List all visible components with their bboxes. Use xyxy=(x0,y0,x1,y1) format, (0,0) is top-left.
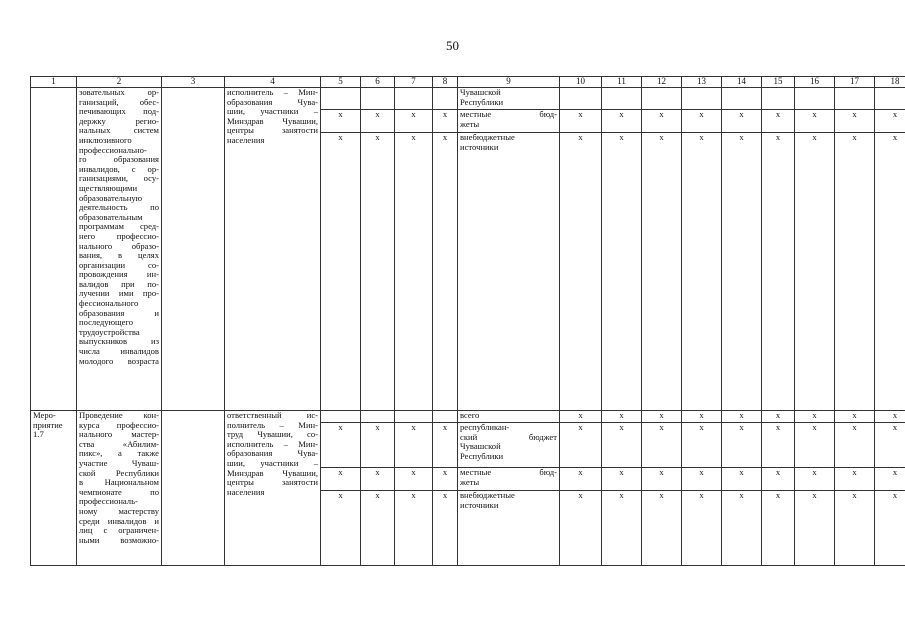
responsible-executor-line: полнитель – Мин- xyxy=(227,419,318,430)
mark-cell: х xyxy=(722,133,762,411)
event-description-line: участие Чуваш- xyxy=(79,457,159,468)
funding-source-line: ский бюджет xyxy=(460,431,557,442)
mark-cell: х xyxy=(321,110,361,133)
mark-cell: х xyxy=(361,110,395,133)
column-number-17: 17 xyxy=(835,77,875,88)
event-description-line: профессионально- xyxy=(79,144,147,155)
mark-cell xyxy=(762,88,795,110)
mark-cell: х xyxy=(642,133,682,411)
mark-cell: х xyxy=(395,423,433,468)
event-description-line: нального образо- xyxy=(79,240,159,251)
event-description-line: него профессио- xyxy=(79,230,159,241)
mark-cell: х xyxy=(875,423,905,468)
mark-cell: х xyxy=(602,423,642,468)
funding-source-line: источники xyxy=(460,499,499,510)
mark-cell: х xyxy=(795,411,835,423)
responsible-executor-line: центры занятости xyxy=(227,477,318,488)
event-description-line: программам сред- xyxy=(79,221,159,232)
event-description-line: лиц с ограничен- xyxy=(79,525,159,536)
event-description-line: образования и xyxy=(79,307,159,318)
mark-cell: х xyxy=(361,491,395,566)
mark-cell: х xyxy=(682,491,722,566)
mark-cell xyxy=(321,88,361,110)
mark-cell: х xyxy=(395,468,433,491)
program-table xyxy=(30,76,905,566)
mark-cell: х xyxy=(682,423,722,468)
mark-cell: х xyxy=(602,491,642,566)
table-row xyxy=(31,411,905,423)
column-number-7: 7 xyxy=(395,77,433,88)
event-description-line: ганизаций, обес- xyxy=(79,96,159,107)
mark-cell: х xyxy=(395,110,433,133)
mark-cell: х xyxy=(795,133,835,411)
event-description-line: среди инвалидов и xyxy=(79,515,159,526)
page-number: 50 xyxy=(446,38,459,53)
event-description-line: пикс», а также xyxy=(79,448,159,459)
mark-cell: х xyxy=(795,491,835,566)
funding-source xyxy=(458,133,560,411)
responsible-executor-line: центры занятости xyxy=(227,125,318,136)
mark-cell: х xyxy=(835,411,875,423)
mark-cell: х xyxy=(682,133,722,411)
event-description-line: ществляющими xyxy=(79,182,138,193)
mark-cell xyxy=(395,88,433,110)
mark-cell xyxy=(875,88,905,110)
event-description-line: деятельность по xyxy=(79,202,159,213)
mark-cell: х xyxy=(602,468,642,491)
mark-cell xyxy=(722,88,762,110)
column-number-12: 12 xyxy=(642,77,682,88)
column-number-16: 16 xyxy=(795,77,835,88)
funding-source-line: местные бюд- xyxy=(460,467,557,477)
mark-cell: х xyxy=(875,411,905,423)
column-number-2: 2 xyxy=(77,77,162,88)
event-description-line: образовательную xyxy=(79,192,143,203)
mark-cell: х xyxy=(560,110,602,133)
mark-cell: х xyxy=(560,468,602,491)
event-description-line: чемпионате по xyxy=(79,486,159,497)
event-number xyxy=(31,88,77,411)
column-number-13: 13 xyxy=(682,77,722,88)
event-description-line: образовательным xyxy=(79,211,143,222)
mark-cell: х xyxy=(722,423,762,468)
event-description-line: держку регио- xyxy=(79,115,159,126)
mark-cell: х xyxy=(433,468,458,491)
mark-cell xyxy=(835,88,875,110)
mark-cell: х xyxy=(602,110,642,133)
mark-cell: х xyxy=(602,133,642,411)
column-number-15: 15 xyxy=(762,77,795,88)
event-description-line: лучении ими про- xyxy=(79,288,159,299)
responsible-executor-line: Минздрав Чувашии, xyxy=(227,467,318,478)
responsible-executor-line: исполнитель – Мин- xyxy=(227,87,318,97)
mark-cell: х xyxy=(875,491,905,566)
event-number-line: 1.7 xyxy=(33,429,44,440)
mark-cell: х xyxy=(321,468,361,491)
responsible-executor-line: шии, участники – xyxy=(227,106,318,117)
mark-cell xyxy=(361,411,395,423)
mark-cell: х xyxy=(395,133,433,411)
column-number-9: 9 xyxy=(458,77,560,88)
event-description-line: фессионального xyxy=(79,298,139,309)
mark-cell xyxy=(642,88,682,110)
funding-source-line: Чувашской xyxy=(460,441,501,452)
mark-cell xyxy=(361,88,395,110)
mark-cell: х xyxy=(642,423,682,468)
mark-cell: х xyxy=(835,423,875,468)
mark-cell: х xyxy=(433,110,458,133)
responsible-executor-line: труд Чувашии, со- xyxy=(227,429,318,440)
mark-cell: х xyxy=(762,411,795,423)
mark-cell xyxy=(433,411,458,423)
column-number-3: 3 xyxy=(162,77,225,88)
funding-source-line: внебюджетные xyxy=(460,132,515,142)
funding-source-line: Республики xyxy=(460,96,504,107)
event-description-line: Проведение кон- xyxy=(79,410,159,420)
mark-cell: х xyxy=(762,110,795,133)
mark-cell: х xyxy=(433,423,458,468)
mark-cell: х xyxy=(321,133,361,411)
funding-source-line: Чувашской xyxy=(460,87,501,97)
empty-cell xyxy=(162,88,225,411)
mark-cell: х xyxy=(433,133,458,411)
responsible-executor-line: населения xyxy=(227,486,265,497)
mark-cell: х xyxy=(560,423,602,468)
funding-source-line: республикан- xyxy=(460,422,510,432)
mark-cell: х xyxy=(321,491,361,566)
column-number-18: 18 xyxy=(875,77,905,88)
mark-cell: х xyxy=(835,468,875,491)
event-description-line: организации со- xyxy=(79,259,159,270)
mark-cell: х xyxy=(722,110,762,133)
event-description-line: инвалидов, с ор- xyxy=(79,163,159,174)
mark-cell: х xyxy=(875,468,905,491)
mark-cell: х xyxy=(433,491,458,566)
mark-cell: х xyxy=(762,491,795,566)
funding-source-line: жеты xyxy=(460,118,480,129)
responsible-executor-line: шии, участники – xyxy=(227,457,318,468)
event-description-line: выпускников из xyxy=(79,336,159,347)
mark-cell: х xyxy=(682,468,722,491)
mark-cell: х xyxy=(361,423,395,468)
column-number-5: 5 xyxy=(321,77,361,88)
responsible-executor-line: образования Чува- xyxy=(227,448,318,459)
mark-cell: х xyxy=(875,133,905,411)
event-description-line: профессиональ- xyxy=(79,496,138,507)
event-number xyxy=(31,411,77,566)
mark-cell: х xyxy=(875,110,905,133)
funding-source xyxy=(458,468,560,491)
column-number-row xyxy=(31,77,905,88)
event-description-line: валидов при по- xyxy=(79,278,159,289)
column-number-6: 6 xyxy=(361,77,395,88)
funding-source-line: всего xyxy=(460,410,480,420)
mark-cell: х xyxy=(560,411,602,423)
event-description-line: ганизациями, осу- xyxy=(79,173,159,184)
mark-cell: х xyxy=(795,110,835,133)
event-description-line: трудоустройства xyxy=(79,326,140,337)
mark-cell: х xyxy=(642,411,682,423)
funding-source xyxy=(458,491,560,566)
mark-cell: х xyxy=(762,423,795,468)
mark-cell xyxy=(395,411,433,423)
event-description-line: молодого возраста xyxy=(79,355,159,366)
event-description-line: го образования xyxy=(79,154,159,165)
event-description-line: ными возможно- xyxy=(79,534,159,545)
column-number-1: 1 xyxy=(31,77,77,88)
column-number-11: 11 xyxy=(602,77,642,88)
mark-cell: х xyxy=(795,468,835,491)
responsible-executor-line: ответственный ис- xyxy=(227,410,318,420)
mark-cell: х xyxy=(560,491,602,566)
mark-cell: х xyxy=(642,468,682,491)
responsible-executor xyxy=(225,411,321,566)
funding-source-line: внебюджетные xyxy=(460,490,515,500)
mark-cell: х xyxy=(642,491,682,566)
funding-source xyxy=(458,411,560,423)
event-description-line: печивающих под- xyxy=(79,106,159,117)
mark-cell: х xyxy=(395,491,433,566)
funding-source xyxy=(458,110,560,133)
responsible-executor-line: образования Чува- xyxy=(227,96,318,107)
mark-cell: х xyxy=(560,133,602,411)
column-number-10: 10 xyxy=(560,77,602,88)
mark-cell: х xyxy=(682,110,722,133)
mark-cell: х xyxy=(602,411,642,423)
table-row xyxy=(31,88,905,110)
column-number-14: 14 xyxy=(722,77,762,88)
empty-cell xyxy=(162,411,225,566)
event-description-line: курса профессио- xyxy=(79,419,159,430)
event-description-line: зовательных ор- xyxy=(79,87,159,97)
event-description-line: вания, в целях xyxy=(79,250,159,261)
event-description-line: инклюзивного xyxy=(79,134,132,145)
mark-cell xyxy=(560,88,602,110)
event-number-line: Меро- xyxy=(33,410,56,420)
event-description-line: ской Республики xyxy=(79,467,159,478)
column-number-8: 8 xyxy=(433,77,458,88)
funding-source-line: источники xyxy=(460,141,499,152)
funding-source-line: Республики xyxy=(460,450,504,461)
event-number-line: приятие xyxy=(33,419,63,430)
mark-cell: х xyxy=(835,110,875,133)
mark-cell: х xyxy=(795,423,835,468)
mark-cell: х xyxy=(835,133,875,411)
responsible-executor-line: населения xyxy=(227,134,265,145)
mark-cell: х xyxy=(762,468,795,491)
funding-source xyxy=(458,423,560,468)
mark-cell: х xyxy=(321,423,361,468)
event-description xyxy=(77,411,162,566)
responsible-executor-line: исполнитель – Мин- xyxy=(227,438,318,449)
event-description-line: ства «Абилим- xyxy=(79,438,159,449)
mark-cell xyxy=(433,88,458,110)
event-description-line: последующего xyxy=(79,317,134,328)
event-description-line: провождения ин- xyxy=(79,269,159,280)
event-description-line: нальных систем xyxy=(79,125,159,136)
mark-cell: х xyxy=(682,411,722,423)
mark-cell: х xyxy=(722,491,762,566)
column-number-4: 4 xyxy=(225,77,321,88)
mark-cell xyxy=(602,88,642,110)
funding-source-line: жеты xyxy=(460,476,480,487)
mark-cell xyxy=(682,88,722,110)
funding-source xyxy=(458,88,560,110)
event-description-line: ному мастерству xyxy=(79,505,159,516)
responsible-executor xyxy=(225,88,321,411)
event-description-line: нального мастер- xyxy=(79,429,159,440)
mark-cell: х xyxy=(361,133,395,411)
funding-source-line: местные бюд- xyxy=(460,109,557,119)
mark-cell: х xyxy=(722,411,762,423)
mark-cell: х xyxy=(722,468,762,491)
mark-cell: х xyxy=(835,491,875,566)
mark-cell: х xyxy=(762,133,795,411)
event-description-line: в Национальном xyxy=(79,477,159,488)
event-description xyxy=(77,88,162,411)
mark-cell xyxy=(321,411,361,423)
mark-cell: х xyxy=(361,468,395,491)
mark-cell xyxy=(795,88,835,110)
mark-cell: х xyxy=(642,110,682,133)
responsible-executor-line: Минздрав Чувашии, xyxy=(227,115,318,126)
event-description-line: числа инвалидов xyxy=(79,346,159,357)
